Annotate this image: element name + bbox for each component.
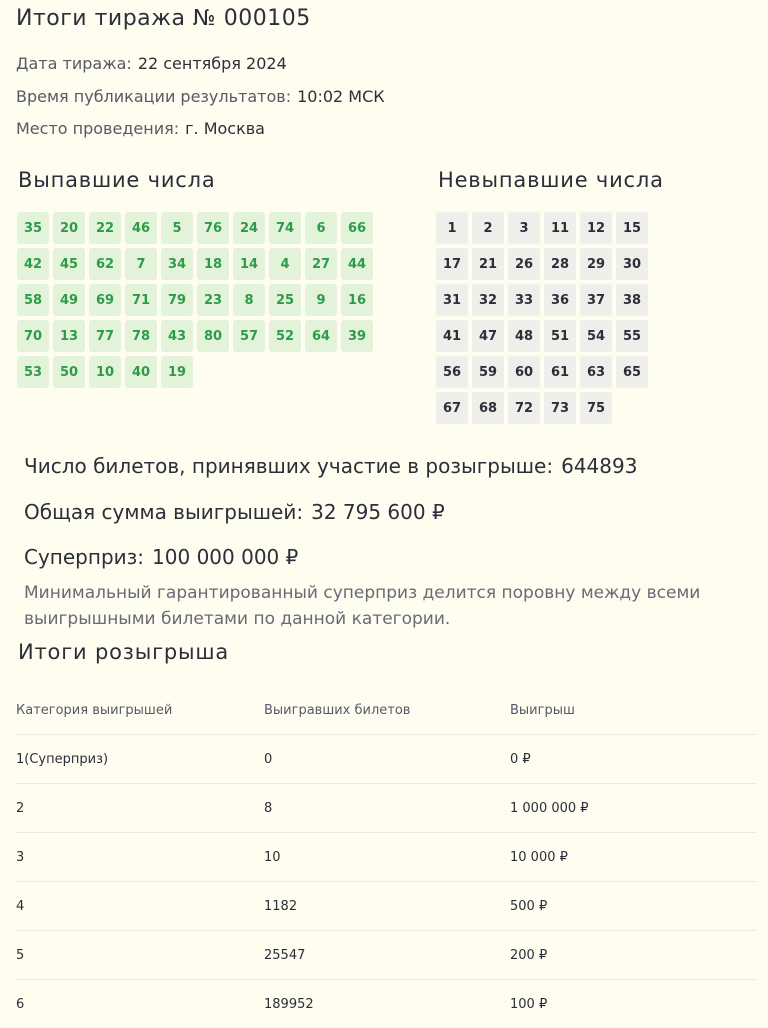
drawn-number-ball: 70: [17, 320, 49, 352]
drawn-number-ball: 14: [233, 248, 265, 280]
not-drawn-number-ball: 72: [508, 392, 540, 424]
tickets-count-label: Число билетов, принявших участие в розыгрыше:: [24, 454, 553, 478]
drawn-number-ball: 34: [161, 248, 193, 280]
result-category: 2: [16, 784, 264, 833]
drawn-number-ball: 77: [89, 320, 121, 352]
drawn-number-ball: 20: [53, 212, 85, 244]
drawn-number-ball: 53: [17, 356, 49, 388]
drawn-number-ball: 76: [197, 212, 229, 244]
drawn-number-ball: 19: [161, 356, 193, 388]
superprize-note: Минимальный гарантированный суперприз делится поровну между всеми выигрышными билетами по данной категории.: [24, 580, 744, 632]
publish-time: [16, 87, 385, 106]
drawn-number-ball: 71: [125, 284, 157, 316]
results-heading: Итоги розыгрыша: [18, 640, 229, 664]
drawn-number-ball: 4: [269, 248, 301, 280]
result-category: 6: [16, 980, 264, 1028]
result-category: 3: [16, 833, 264, 882]
drawn-number-ball: 40: [125, 356, 157, 388]
drawn-number-ball: 66: [341, 212, 373, 244]
table-row: [16, 931, 756, 980]
drawn-number-ball: 74: [269, 212, 301, 244]
result-prize: 1 000 000 ₽: [510, 784, 756, 833]
drawn-number-ball: 50: [53, 356, 85, 388]
table-row: [16, 980, 756, 1028]
drawn-number-ball: 52: [269, 320, 301, 352]
drawn-number-ball: 9: [305, 284, 337, 316]
drawn-number-ball: 35: [17, 212, 49, 244]
drawn-number-ball: 39: [341, 320, 373, 352]
result-winners: 189952: [264, 980, 510, 1028]
drawn-number-ball: 42: [17, 248, 49, 280]
superprize-label: Суперприз:: [24, 545, 144, 569]
drawn-numbers-heading: Выпавшие числа: [18, 168, 216, 192]
drawn-numbers-grid: [17, 212, 373, 388]
not-drawn-number-ball: 37: [580, 284, 612, 316]
drawn-number-ball: 80: [197, 320, 229, 352]
tickets-count-value: 644893: [561, 454, 637, 478]
drawn-number-ball: 24: [233, 212, 265, 244]
not-drawn-number-ball: 15: [616, 212, 648, 244]
not-drawn-number-ball: 11: [544, 212, 576, 244]
drawn-number-ball: 10: [89, 356, 121, 388]
result-category: 4: [16, 882, 264, 931]
not-drawn-number-ball: 1: [436, 212, 468, 244]
drawn-number-ball: 18: [197, 248, 229, 280]
results-table: [16, 686, 756, 1028]
not-drawn-number-ball: 3: [508, 212, 540, 244]
not-drawn-number-ball: 38: [616, 284, 648, 316]
drawn-number-ball: 62: [89, 248, 121, 280]
drawn-number-ball: 57: [233, 320, 265, 352]
not-drawn-numbers-grid: [436, 212, 648, 424]
column-header-category: Категория выигрышей: [16, 686, 264, 735]
not-drawn-number-ball: 63: [580, 356, 612, 388]
drawn-number-ball: 44: [341, 248, 373, 280]
publish-time-label: Время публикации результатов:: [16, 87, 291, 106]
drawn-number-ball: 25: [269, 284, 301, 316]
drawn-number-ball: 13: [53, 320, 85, 352]
not-drawn-number-ball: 73: [544, 392, 576, 424]
not-drawn-number-ball: 41: [436, 320, 468, 352]
superprize: [24, 545, 298, 569]
drawn-number-ball: 6: [305, 212, 337, 244]
results-header-row: [16, 686, 756, 735]
draw-date-label: Дата тиража:: [16, 54, 132, 73]
not-drawn-number-ball: 31: [436, 284, 468, 316]
result-category: 5: [16, 931, 264, 980]
not-drawn-number-ball: 54: [580, 320, 612, 352]
publish-time-value: 10:02 МСК: [297, 87, 385, 106]
result-prize: 100 ₽: [510, 980, 756, 1028]
drawn-number-ball: 64: [305, 320, 337, 352]
not-drawn-number-ball: 12: [580, 212, 612, 244]
drawn-number-ball: 7: [125, 248, 157, 280]
table-row: [16, 735, 756, 784]
drawn-number-ball: 78: [125, 320, 157, 352]
superprize-value: 100 000 000 ₽: [152, 545, 298, 569]
drawn-number-ball: 79: [161, 284, 193, 316]
result-winners: 10: [264, 833, 510, 882]
not-drawn-number-ball: 17: [436, 248, 468, 280]
not-drawn-numbers-heading: Невыпавшие числа: [438, 168, 664, 192]
not-drawn-number-ball: 30: [616, 248, 648, 280]
drawn-number-ball: 22: [89, 212, 121, 244]
not-drawn-number-ball: 47: [472, 320, 504, 352]
not-drawn-number-ball: 33: [508, 284, 540, 316]
not-drawn-number-ball: 21: [472, 248, 504, 280]
table-row: [16, 833, 756, 882]
venue-value: г. Москва: [185, 119, 265, 138]
result-winners: 1182: [264, 882, 510, 931]
not-drawn-number-ball: 60: [508, 356, 540, 388]
column-header-prize: Выигрыш: [510, 686, 756, 735]
drawn-number-ball: 23: [197, 284, 229, 316]
column-header-winners: Выигравших билетов: [264, 686, 510, 735]
drawn-number-ball: 16: [341, 284, 373, 316]
not-drawn-number-ball: 2: [472, 212, 504, 244]
drawn-number-ball: 8: [233, 284, 265, 316]
result-prize: 500 ₽: [510, 882, 756, 931]
drawn-number-ball: 27: [305, 248, 337, 280]
venue: [16, 119, 265, 138]
not-drawn-number-ball: 51: [544, 320, 576, 352]
result-prize: 10 000 ₽: [510, 833, 756, 882]
total-winnings-label: Общая сумма выигрышей:: [24, 500, 303, 524]
not-drawn-number-ball: 32: [472, 284, 504, 316]
drawn-number-ball: 69: [89, 284, 121, 316]
drawn-number-ball: 58: [17, 284, 49, 316]
not-drawn-number-ball: 67: [436, 392, 468, 424]
result-winners: 0: [264, 735, 510, 784]
not-drawn-number-ball: 26: [508, 248, 540, 280]
draw-date: [16, 54, 287, 73]
result-category: 1(Суперприз): [16, 735, 264, 784]
not-drawn-number-ball: 65: [616, 356, 648, 388]
table-row: [16, 784, 756, 833]
tickets-count: [24, 454, 637, 478]
result-winners: 25547: [264, 931, 510, 980]
not-drawn-number-ball: 59: [472, 356, 504, 388]
table-row: [16, 882, 756, 931]
drawn-number-ball: 5: [161, 212, 193, 244]
not-drawn-number-ball: 68: [472, 392, 504, 424]
not-drawn-number-ball: 28: [544, 248, 576, 280]
result-winners: 8: [264, 784, 510, 833]
result-prize: 200 ₽: [510, 931, 756, 980]
not-drawn-number-ball: 56: [436, 356, 468, 388]
drawn-number-ball: 46: [125, 212, 157, 244]
drawn-number-ball: 43: [161, 320, 193, 352]
page-title: Итоги тиража № 000105: [16, 6, 311, 31]
result-prize: 0 ₽: [510, 735, 756, 784]
not-drawn-number-ball: 75: [580, 392, 612, 424]
venue-label: Место проведения:: [16, 119, 179, 138]
drawn-number-ball: 49: [53, 284, 85, 316]
not-drawn-number-ball: 48: [508, 320, 540, 352]
not-drawn-number-ball: 36: [544, 284, 576, 316]
drawn-number-ball: 45: [53, 248, 85, 280]
draw-date-value: 22 сентября 2024: [138, 54, 287, 73]
total-winnings-value: 32 795 600 ₽: [311, 500, 445, 524]
not-drawn-number-ball: 61: [544, 356, 576, 388]
not-drawn-number-ball: 55: [616, 320, 648, 352]
not-drawn-number-ball: 29: [580, 248, 612, 280]
total-winnings: [24, 500, 445, 524]
